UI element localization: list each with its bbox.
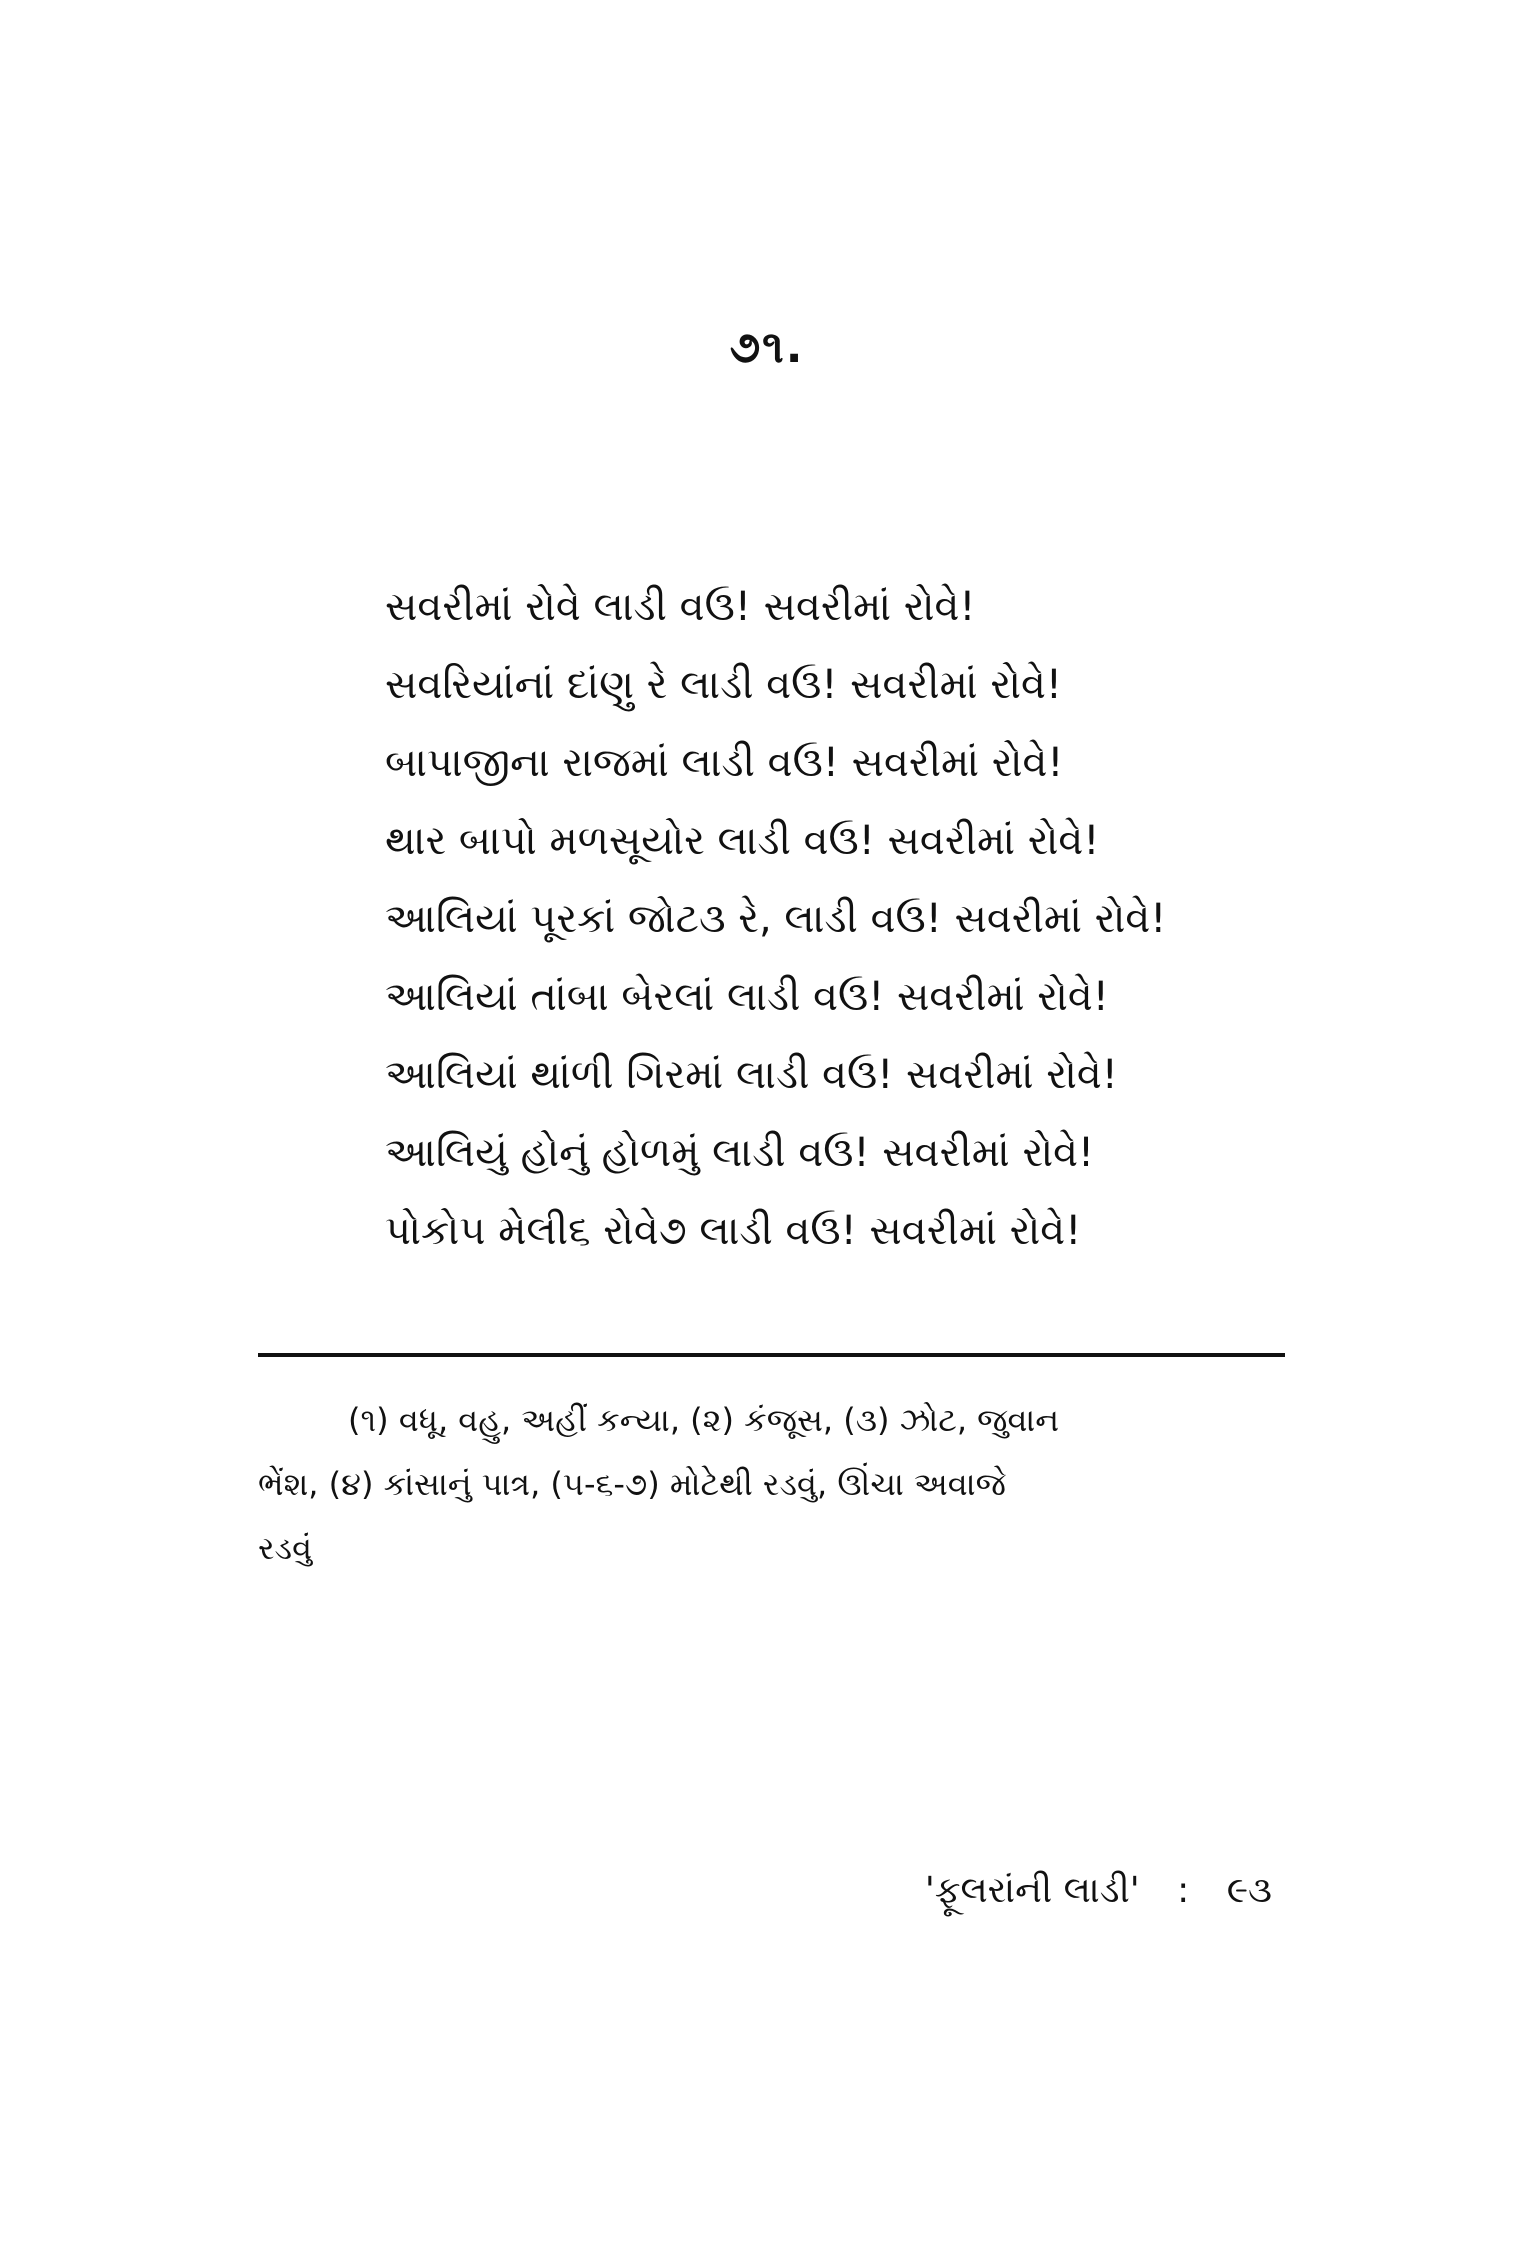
- footnote-line: (૧) વધૂ, વહુ, અહીં કન્યા, (૨) કંજૂસ, (૩) ઝોટ, જુવાન: [348, 1401, 1060, 1439]
- page-number: ૯૩: [1226, 1870, 1272, 1911]
- poem-line: સવરીમાં રોવે લાડી વઉ! સવરીમાં રોવે!: [385, 584, 976, 630]
- footnote-line: રડવું: [258, 1529, 313, 1567]
- poem-line: સવરિયાંનાં દાંણુ રે લાડી વઉ! સવરીમાં રોવે!: [385, 662, 1062, 708]
- poem-line: પોકો૫ મેલી૬ રોવે૭ લાડી વઉ! સવરીમાં રોવે!: [385, 1208, 1082, 1254]
- poem-line: આલિયું હોનું હોળમું લાડી વઉ! સવરીમાં રોવે!: [385, 1130, 1095, 1176]
- poem-verse: [385, 568, 1225, 1270]
- poem-line: આલિયાં પૂરકાં જોટ૩ રે, લાડી વઉ! સવરીમાં રોવે!: [385, 896, 1167, 942]
- poem-number: ૭૧.: [729, 322, 805, 373]
- book-title: 'ફૂલરાંની લાડી': [924, 1870, 1140, 1911]
- footnote-line: ભેંશ, (૪) કાંસાનું પાત્ર, (૫-૬-૭) મોટેથી રડવું, ઊંચા અવાજે: [258, 1465, 1006, 1503]
- poem-line: બાપાજીના રાજમાં લાડી વઉ! સવરીમાં રોવે!: [385, 740, 1064, 786]
- running-footer: [925, 1870, 1272, 1912]
- footnote-divider: [258, 1353, 1285, 1357]
- poem-line: આલિયાં થાંળી ગિરમાં લાડી વઉ! સવરીમાં રોવે!: [385, 1052, 1118, 1098]
- poem-line: થાર બાપો મળસૂયોર લાડી વઉ! સવરીમાં રોવે!: [385, 818, 1100, 864]
- footnote: [258, 1388, 1285, 1580]
- footer-separator: :: [1177, 1870, 1190, 1911]
- poem-line: આલિયાં તાંબા બેરલાં લાડી વઉ! સવરીમાં રોવે!: [385, 974, 1109, 1020]
